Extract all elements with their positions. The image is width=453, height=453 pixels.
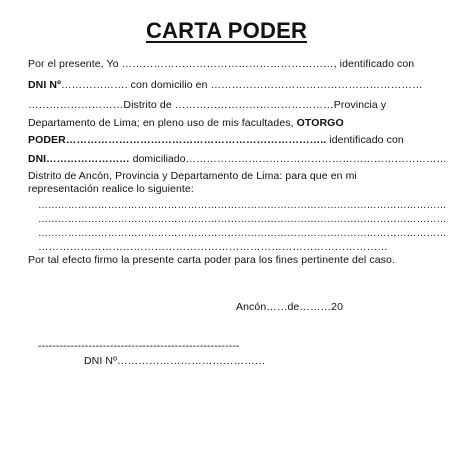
fill-line-3: …………………………………………………………………………………………………………… [38,227,447,239]
text-line-5 [28,134,404,147]
text-line-7: Distrito de Ancón, Provincia y Departamento de Lima: para que en mi [28,170,357,182]
identificado-text: identificado con [329,134,404,146]
closing-statement: Por tal efecto firmo la presente carta poder para los fines pertinente del caso. [28,254,395,266]
text-line-2 [28,79,423,92]
text-line-6 [28,153,447,166]
fill-line-1: …………………………………………………………………………………………………………… [38,199,447,211]
dni-label: DNI Nº [28,79,62,91]
domiciliado-text: domiciliado………………………………………………………………… [129,153,447,165]
fill-line-4: ……………………………………………………………………………………… [38,241,388,253]
document-title: CARTA PODER [145,18,308,43]
signature-line: -------------------------------------------------------- [38,340,240,352]
text-line-4 [28,117,344,130]
fill-line-2: …………………………………………………………………………………………………………… [38,213,447,225]
facultades-text: Departamento de Lima; en pleno uso de mis facultades, [28,117,297,129]
text-line-8: representación realice lo siguiente: [28,183,194,195]
text-line-3: ………………………Distrito de ………………………………………Provincia y [28,99,387,111]
place-date: Ancón……de………20 [236,301,344,313]
text-line-1: Por el presente, Yo ……………………………………………………, identificado con [28,58,415,70]
otorgo-label: OTORGO [296,117,344,129]
dni-domicilio-text: ………………. con domicilio en …………………………………………………… [61,79,423,91]
signature-dni: DNI Nº…………………………………… [84,355,266,367]
dni-label-2: DNI…………………… [28,153,130,165]
poder-label: PODER……………………………………………………………….. [28,134,330,146]
